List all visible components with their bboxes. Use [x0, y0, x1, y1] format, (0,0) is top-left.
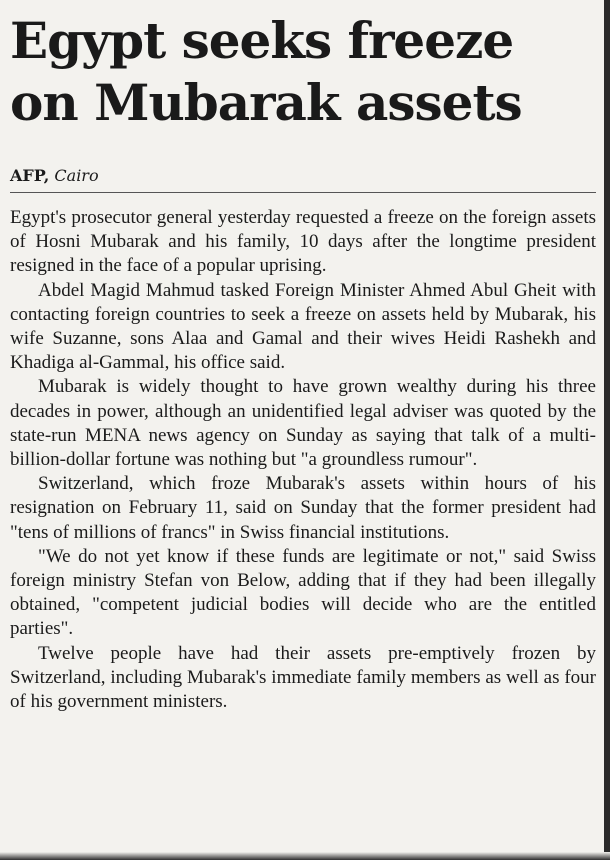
- headline-line-2: on Mubarak assets: [10, 73, 522, 132]
- paragraph-2: Abdel Magid Mahmud tasked Foreign Minister Ahmed Abul Gheit with contacting foreign countries to seek a freeze on assets held by Mubarak, his wife Suzanne, sons Alaa and Gamal and their wives Heidi Rashekh and Khadiga al-Gammal, his office said.: [10, 279, 596, 374]
- byline-agency: AFP,: [10, 166, 50, 185]
- paragraph-4: Switzerland, which froze Mubarak's assets within hours of his resignation on February 11, said on Sunday that the former president had "tens of millions of francs" in Swiss financial institutions.: [10, 473, 596, 543]
- paragraph-5: "We do not yet know if these funds are legitimate or not," said Swiss foreign ministry Stefan von Below, adding that if they had been illegally obtained, "competent judicial bodies will decide who are the entitled parties".: [10, 545, 596, 640]
- byline: [10, 166, 99, 186]
- byline-city: Cairo: [54, 166, 99, 185]
- paragraph-3: Mubarak is widely thought to have grown wealthy during his three decades in power, although an unidentified legal adviser was quoted by the state-run MENA news agency on Sunday as saying that talk of a multi-billion-dollar fortune was nothing but "a groundless rumour".: [10, 376, 596, 471]
- byline-divider: [10, 192, 596, 193]
- headline-line-1: Egypt seeks freeze: [10, 11, 514, 70]
- paragraph-1: Egypt's prosecutor general yesterday requested a freeze on the foreign assets of Hosni Mubarak and his family, 10 days after the longtime president resigned in the face of a popular uprising.: [10, 207, 596, 277]
- paragraph-6: Twelve people have had their assets pre-emptively frozen by Switzerland, including Mubarak's immediate family members as well as four of his government ministers.: [10, 642, 596, 713]
- article-body: [10, 206, 596, 714]
- page-bottom-edge: [0, 852, 610, 860]
- headline: [10, 10, 522, 134]
